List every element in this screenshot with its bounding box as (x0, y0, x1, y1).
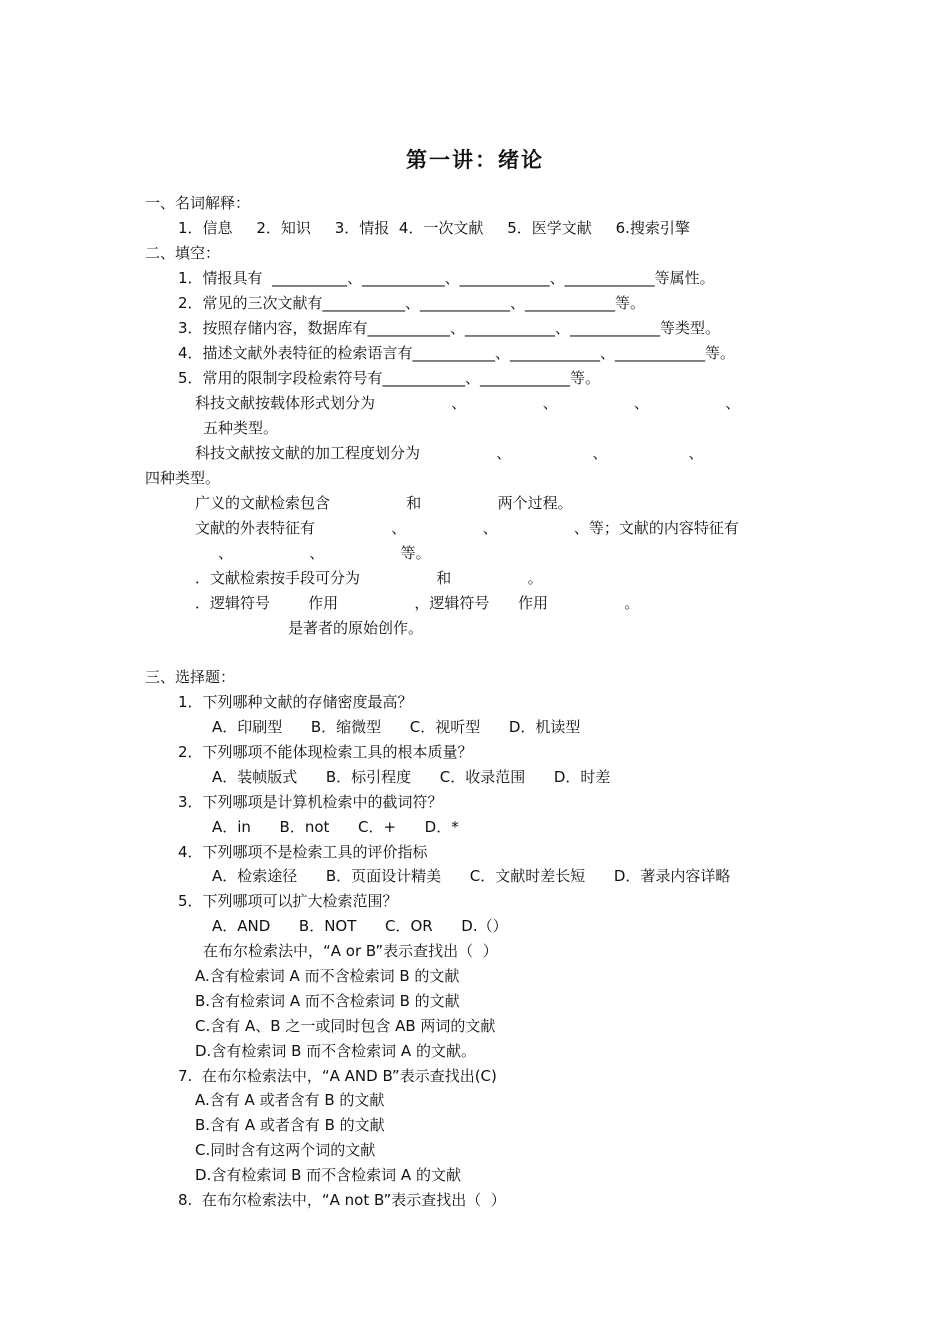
text-line: 一、名词解释： (145, 194, 251, 212)
text-line: A．检索途径 B．页面设计精美 C．文献时差长短 D．著录内容详略 (212, 867, 731, 885)
text-line: 文献的外表特征有 、 、 、等；文献的内容特征有 (195, 519, 739, 537)
text-line: 1．信息 2．知识 3．情报 4．一次文献 5．医学文献 6.搜索引擎 (178, 219, 690, 237)
text-line: C.含有 A、B 之一或同时包含 AB 两词的文献 (195, 1017, 496, 1035)
text-line: A．印刷型 B．缩微型 C．视听型 D．机读型 (212, 718, 581, 736)
text-line: A．AND B．NOT C．OR D.（） (212, 917, 508, 935)
text-line: 7. 在布尔检索法中，“A AND B”表示查找出(C) (178, 1067, 497, 1085)
text-line: 科技文献按载体形式划分为 、 、 、 、 (195, 394, 741, 412)
text-line: 五种类型。 (203, 419, 279, 437)
text-line: 4．下列哪项不是检索工具的评价指标 (178, 843, 428, 861)
page-title: 第一讲：绪论 (406, 147, 544, 172)
text-line: 二、填空： (145, 244, 221, 262)
text-line: 在布尔检索法中，“A or B”表示查找出（ ） (203, 942, 498, 960)
text-line: A.含有检索词 A 而不含检索词 B 的文献 (195, 967, 460, 985)
text-line: 四种类型。 (145, 469, 221, 487)
text-line: 科技文献按文献的加工程度划分为 、 、 、 (195, 444, 704, 462)
text-line: 三、选择题： (145, 668, 236, 686)
text-line: 8. 在布尔检索法中，“A not B”表示查找出（ ） (178, 1191, 506, 1209)
text-line: ．逻辑符号 作用 ，逻辑符号 作用 。 (195, 594, 640, 612)
text-line: ．文献检索按手段可分为 和 。 (195, 569, 543, 587)
text-line: D.含有检索词 B 而不含检索词 A 的文献 (195, 1166, 461, 1184)
text-line: 5．常用的限制字段检索符号有___________、____________等。 (178, 369, 601, 387)
text-line: 广义的文献检索包含 和 两个过程。 (195, 494, 573, 512)
text-line: 1．情报具有 __________、___________、____________、____________等属性。 (178, 269, 715, 287)
text-line: 2．常见的三次文献有___________、____________、____________等。 (178, 294, 646, 312)
text-line: 5．下列哪项可以扩大检索范围？ (178, 892, 398, 910)
text-line: A．in B．not C．+ D．* (212, 818, 459, 836)
text-line: B.含有 A 或者含有 B 的文献 (195, 1116, 385, 1134)
text-line: 、 、 等。 (218, 544, 431, 562)
text-line: 4．描述文献外表特征的检索语言有___________、____________、____________等。 (178, 344, 736, 362)
text-line: A.含有 A 或者含有 B 的文献 (195, 1091, 385, 1109)
text-line: C.同时含有这两个词的文献 (195, 1141, 376, 1159)
text-line: 是著者的原始创作。 (288, 619, 424, 637)
text-line: B.含有检索词 A 而不含检索词 B 的文献 (195, 992, 460, 1010)
text-line: 2．下列哪项不能体现检索工具的根本质量？ (178, 743, 473, 761)
text-line: 3．下列哪项是计算机检索中的截词符？ (178, 793, 443, 811)
text-line: A．装帧版式 B．标引程度 C．收录范围 D．时差 (212, 768, 611, 786)
text-line: 3．按照存储内容，数据库有___________、____________、____________等类型。 (178, 319, 721, 337)
text-line: D.含有检索词 B 而不含检索词 A 的文献。 (195, 1042, 476, 1060)
text-line: 1．下列哪种文献的存储密度最高？ (178, 693, 413, 711)
